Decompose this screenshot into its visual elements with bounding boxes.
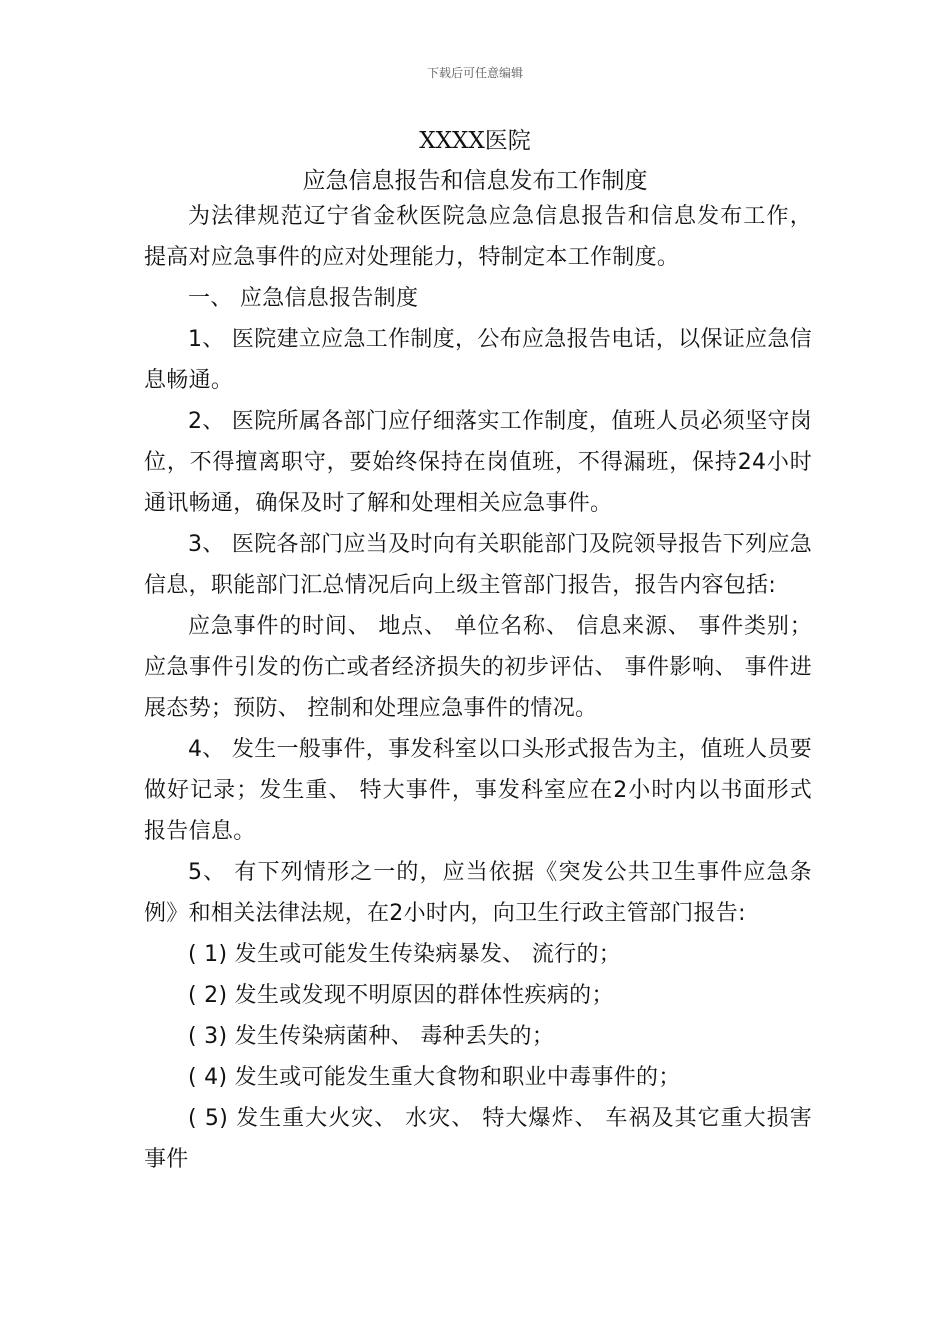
header-note: 下载后可任意编辑 [426, 66, 523, 80]
paragraph-item-1: 1、 医院建立应急工作制度，公布应急报告电话，以保证应急信息畅通。 [144, 327, 812, 393]
document-title-hospital: XXXX医院 [419, 128, 531, 154]
paragraph-item-5: 5、 有下列情形之一的，应当依据《突发公共卫生事件应急条例》和相关法律法规，在2小时内，向卫生行政主管部门报告: [144, 860, 812, 926]
paragraph-item-3: 3、 医院各部门应当及时向有关职能部门及院领导报告下列应急信息，职能部门汇总情况后向上级主管部门报告，报告内容包括: [144, 532, 812, 598]
paragraph-item-2: 2、 医院所属各部门应仔细落实工作制度，值班人员必须坚守岗位，不得擅离职守，要始终保持在岗值班，不得漏班，保持24小时通讯畅通，确保及时了解和处理相关应急事件。 [144, 409, 812, 516]
paragraph-report-contents: 应急事件的时间、 地点、 单位名称、 信息来源、 事件类别；应急事件引发的伤亡或者经济损失的初步评估、 事件影响、 事件进展态势；预防、 控制和处理应急事件的情况。 [144, 614, 812, 721]
paragraph-item-4: 4、 发生一般事件，事发科室以口头形式报告为主，值班人员要做好记录；发生重、 特大事件，事发科室应在2小时内以书面形式报告信息。 [144, 737, 812, 844]
document-body [144, 196, 812, 1180]
sub-item-5: ( 5) 发生重大火灾、 水灾、 特大爆炸、 车祸及其它重大损害事件 [144, 1106, 812, 1172]
paragraph-intro: 为法律规范辽宁省金秋医院急应急信息报告和信息发布工作，提高对应急事件的应对处理能力，特制定本工作制度。 [144, 204, 812, 270]
sub-item-4: ( 4) 发生或可能发生重大食物和职业中毒事件的； [188, 1065, 681, 1090]
sub-item-3: ( 3) 发生传染病菌种、 毒种丢失的； [188, 1024, 555, 1049]
sub-item-1: ( 1) 发生或可能发生传染病暴发、 流行的； [188, 942, 622, 967]
section-heading-1: 一、 应急信息报告制度 [188, 286, 419, 311]
sub-item-2: ( 2) 发生或发现不明原因的群体性疾病的； [188, 983, 614, 1008]
document-title-policy: 应急信息报告和信息发布工作制度 [302, 168, 648, 194]
